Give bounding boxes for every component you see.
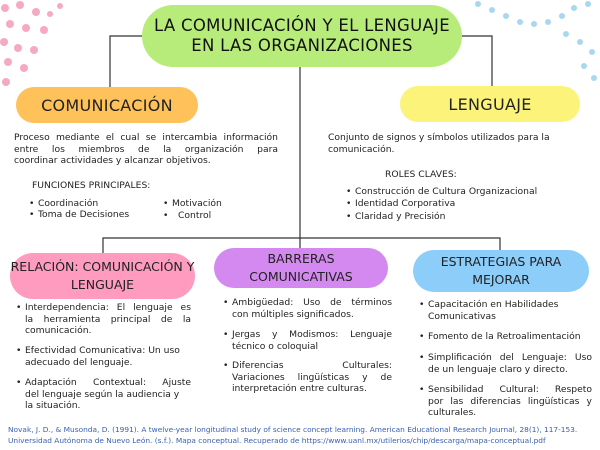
funcion-item: • Toma de Decisiones (38, 209, 129, 221)
funcion-item: • Control (172, 210, 211, 222)
funciones-label: FUNCIONES PRINCIPALES: (32, 180, 151, 191)
estrategias-item: • Capacitación en Habilidades Comunicativas (428, 299, 592, 322)
estrategias-item: • Sensibilidad Cultural: Respeto por las diferencias lingüísticas y culturales. (428, 384, 592, 419)
estrategias-heading: ESTRATEGIAS PARA MEJORAR (413, 250, 589, 292)
barreras-heading: BARRERAS COMUNICATIVAS (214, 248, 388, 288)
role-item: • Identidad Corporativa (355, 198, 455, 210)
comunicacion-heading: COMUNICACIÓN (16, 87, 198, 123)
lenguaje-heading: LENGUAJE (400, 86, 580, 122)
main-title: LA COMUNICACIÓN Y EL LENGUAJE EN LAS ORGANIZACIONES (142, 5, 462, 67)
relacion-item: • Efectividad Comunicativa: Un uso adecuado del lenguaje. (25, 345, 191, 368)
roles-label: ROLES CLAVES: (385, 169, 457, 180)
estrategias-item: • Fomento de la Retroalimentación (428, 331, 592, 343)
pink-dots-decoration (0, 1, 63, 86)
reference-2: Universidad Autónoma de Nuevo León. (s.f.). Mapa conceptual. Recuperado de https://www.uanl.mx/utilerios/chip/descarga/mapa-conceptual.pdf (8, 436, 546, 445)
comunicacion-definition: Proceso mediante el cual se intercambia información entre los miembros de la organización para coordinar actividades y alcanzar objetivos. (14, 132, 278, 166)
lenguaje-definition: Conjunto de signos y símbolos utilizados para la comunicación. (328, 132, 550, 155)
blue-dots-decoration (475, 1, 597, 81)
barreras-item: • Diferencias Culturales: Variaciones lingüísticas y de interpretación entre culturas. (232, 360, 392, 395)
relacion-item: • Interdependencia: El lenguaje es la herramienta principal de la comunicación. (25, 302, 191, 337)
role-item: • Construcción de Cultura Organizacional (355, 186, 537, 198)
relacion-item: • Adaptación Contextual: Ajuste del lenguaje según la audiencia y la situación. (25, 377, 191, 412)
relacion-heading: RELACIÓN: COMUNICACIÓN Y LENGUAJE (10, 253, 195, 299)
reference-1: Novak, J. D., & Musonda, D. (1991). A twelve-year longitudinal study of science concept learning. American Educational Research Journal, 28(1), 117-153. (8, 425, 578, 434)
barreras-item: • Ambigüedad: Uso de términos con múltiples significados. (232, 297, 392, 320)
estrategias-item: • Simplificación del Lenguaje: Uso de un lenguaje claro y directo. (428, 352, 592, 375)
funcion-item: • Motivación (172, 198, 222, 210)
funcion-item: • Coordinación (38, 198, 98, 210)
barreras-item: • Jergas y Modismos: Lenguaje técnico o coloquial (232, 329, 392, 352)
role-item: • Claridad y Precisión (355, 211, 446, 223)
